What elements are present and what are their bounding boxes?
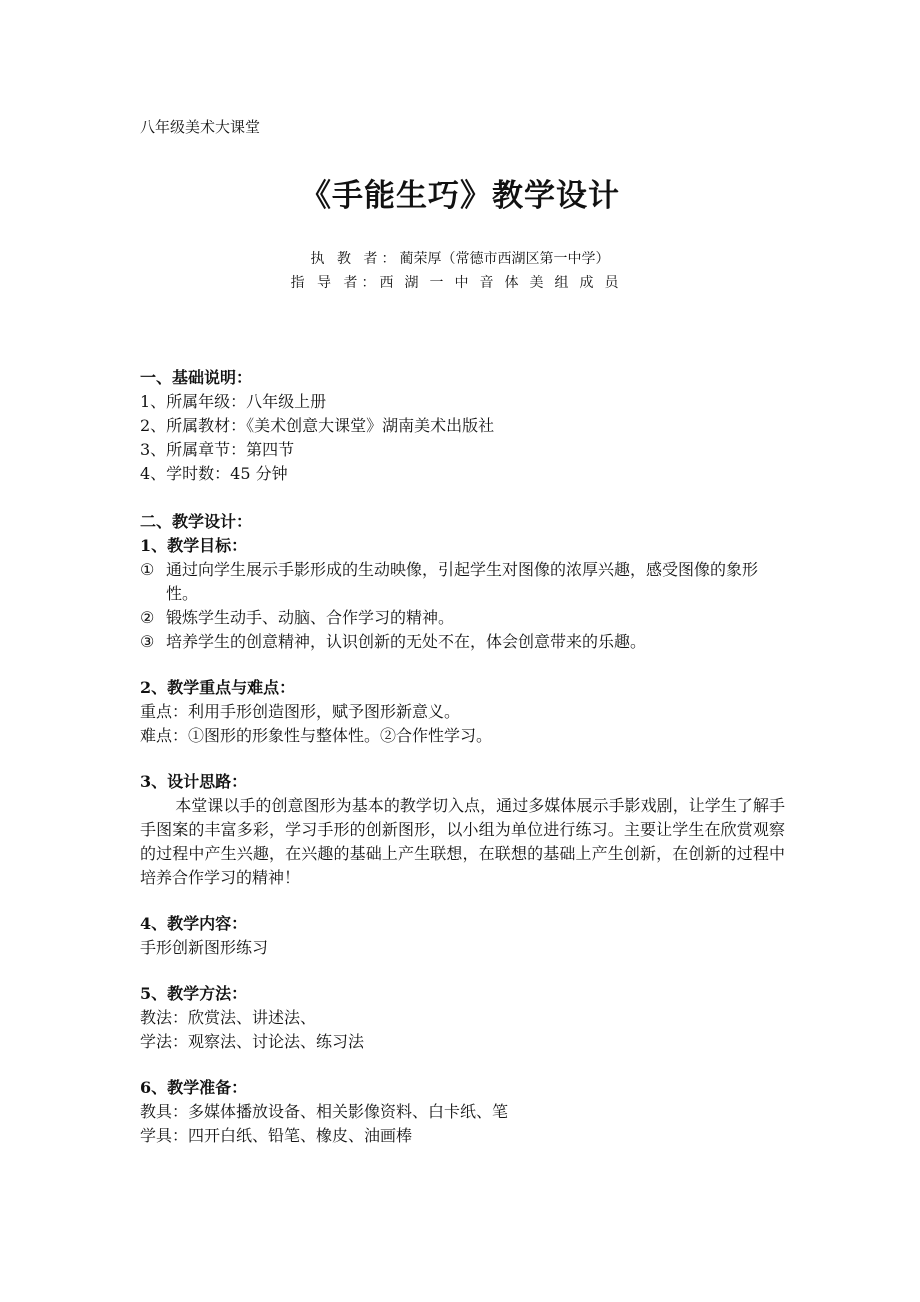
goal-item xyxy=(140,606,785,630)
document-title: 《手能生巧》教学设计 xyxy=(300,178,620,214)
method-line: 学法：观察法、讨论法、练习法 xyxy=(140,1032,365,1051)
preparation-line: 学具：四开白纸、铅笔、橡皮、油画棒 xyxy=(140,1126,413,1145)
byline-label: 指 导 者： xyxy=(290,275,380,291)
byline-advisor xyxy=(0,272,920,292)
info-line: 2、所属教材：《美术创意大课堂》湖南美术出版社 xyxy=(140,416,495,435)
subsection-heading: 2、教学重点与难点： xyxy=(140,678,296,697)
goal-text: 锻炼学生动手、动脑、合作学习的精神。 xyxy=(166,608,455,627)
byline-value: 西湖一中音体美组成员 xyxy=(379,275,630,291)
goal-number: ③ xyxy=(140,632,155,651)
design-paragraph: 本堂课以手的创意图形为基本的教学切入点，通过多媒体展示手影戏剧，让学生了解手手图案的丰富多彩，学习手形的创新图形，以小组为单位进行练习。主要让学生在欣赏观察的过程中产生兴趣，在兴趣的基础上产生联想，在联想的基础上产生创新，在创新的过程中培养合作学习的精神！ xyxy=(140,796,785,887)
subsection-heading: 6、教学准备： xyxy=(140,1078,248,1097)
subsection-heading: 4、教学内容： xyxy=(140,914,248,933)
section-heading: 二、教学设计： xyxy=(140,512,253,531)
byline-value: 蔺荣厚（常德市西湖区第一中学） xyxy=(399,251,610,267)
subsection-heading: 1、教学目标： xyxy=(140,536,248,555)
subsection-heading: 3、设计思路： xyxy=(140,772,248,791)
header-note: 八年级美术大课堂 xyxy=(140,118,261,136)
byline-label: 执 教 者： xyxy=(310,251,400,267)
info-line: 4、学时数：45 分钟 xyxy=(140,464,288,483)
key-point-line: 难点：①图形的形象性与整体性。②合作性学习。 xyxy=(140,726,493,745)
goal-number: ② xyxy=(140,608,155,627)
goal-text: 培养学生的创意精神，认识创新的无处不在，体会创意带来的乐趣。 xyxy=(166,632,647,651)
section-heading: 一、基础说明： xyxy=(140,368,253,387)
goal-item xyxy=(140,630,785,654)
byline-teacher xyxy=(0,248,920,268)
info-line: 3、所属章节：第四节 xyxy=(140,440,295,459)
goal-item xyxy=(140,558,785,606)
content-line: 手形创新图形练习 xyxy=(140,938,269,957)
method-line: 教法：欣赏法、讲述法、 xyxy=(140,1008,317,1027)
key-point-line: 重点：利用手形创造图形，赋予图形新意义。 xyxy=(140,702,461,721)
preparation-line: 教具：多媒体播放设备、相关影像资料、白卡纸、笔 xyxy=(140,1102,509,1121)
subsection-heading: 5、教学方法： xyxy=(140,984,248,1003)
goal-number: ① xyxy=(140,560,155,579)
goal-text: 通过向学生展示手影形成的生动映像，引起学生对图像的浓厚兴趣，感受图像的象形性。 xyxy=(166,560,759,603)
document-body xyxy=(140,366,785,1148)
info-line: 1、所属年级：八年级上册 xyxy=(140,392,327,411)
